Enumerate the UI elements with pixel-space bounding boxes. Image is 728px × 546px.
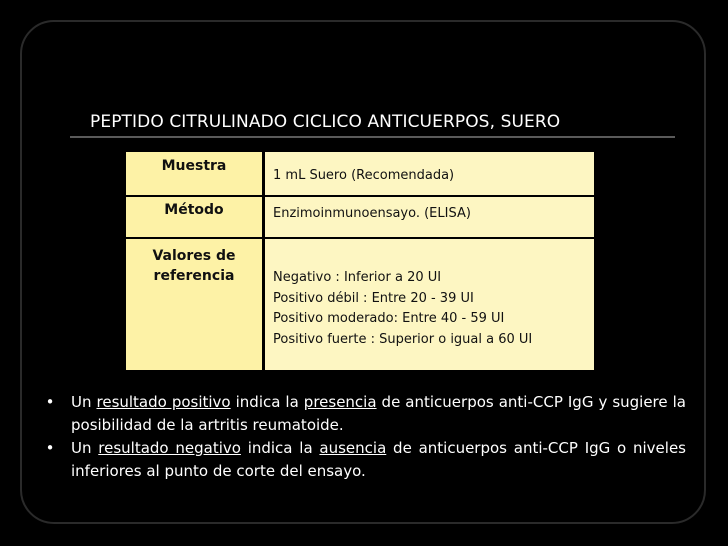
reference-positivo-moderado: Positivo moderado: Entre 40 - 59 UI <box>273 311 505 326</box>
bullet-text: indica la <box>240 439 320 457</box>
bullet-marker: • <box>45 393 55 411</box>
bullet-text: de anticuerpos anti-CCP IgG o niveles inferiores al punto de corte del ensayo. <box>71 439 686 480</box>
title-divider <box>70 136 675 138</box>
reference-positivo-fuerte: Positivo fuerte : Superior o igual a 60 UI <box>273 331 533 347</box>
slide-title: PEPTIDO CITRULINADO CICLICO ANTICUERPOS, SUERO <box>90 112 561 132</box>
row-label <box>126 239 262 286</box>
row-label-line2: referencia <box>153 268 235 284</box>
reference-positivo-debil: Positivo débil : Entre 20 - 39 UI <box>273 290 474 306</box>
row-value-metodo <box>264 196 595 238</box>
row-label: Muestra <box>161 158 227 174</box>
table-row-valores <box>126 238 594 370</box>
row-label-line1: Valores de <box>152 248 236 264</box>
bullet-list <box>44 391 686 483</box>
row-value-muestra <box>264 152 595 196</box>
term-presencia: presencia <box>303 393 377 411</box>
table-row-muestra <box>126 152 594 196</box>
row-value: Enzimoinmunoensayo. (ELISA) <box>273 206 471 221</box>
reference-values <box>273 239 594 350</box>
bullet-text: Un <box>71 393 97 411</box>
bullet-item-positivo <box>44 391 686 437</box>
table-row-metodo <box>126 196 594 238</box>
term-resultado-negativo: resultado negativo <box>98 439 241 457</box>
row-value: 1 mL Suero (Recomendada) <box>273 168 455 183</box>
row-header-metodo <box>126 196 264 238</box>
term-ausencia: ausencia <box>319 439 387 457</box>
row-value-valores <box>264 238 595 370</box>
bullet-text: indica la <box>230 393 304 411</box>
bullet-text: de anticuerpos anti-CCP IgG y sugiere la posibilidad de la artritis reumatoide. <box>71 393 686 434</box>
term-resultado-positivo: resultado positivo <box>96 393 231 411</box>
bullet-text: Un <box>71 439 99 457</box>
bullet-marker: • <box>45 439 55 457</box>
row-header-muestra <box>126 152 264 196</box>
row-header-valores <box>126 238 264 370</box>
row-label: Método <box>164 202 224 218</box>
info-table <box>126 152 594 370</box>
reference-negativo: Negativo : Inferior a 20 UI <box>273 270 442 285</box>
bullet-item-negativo <box>44 437 686 483</box>
